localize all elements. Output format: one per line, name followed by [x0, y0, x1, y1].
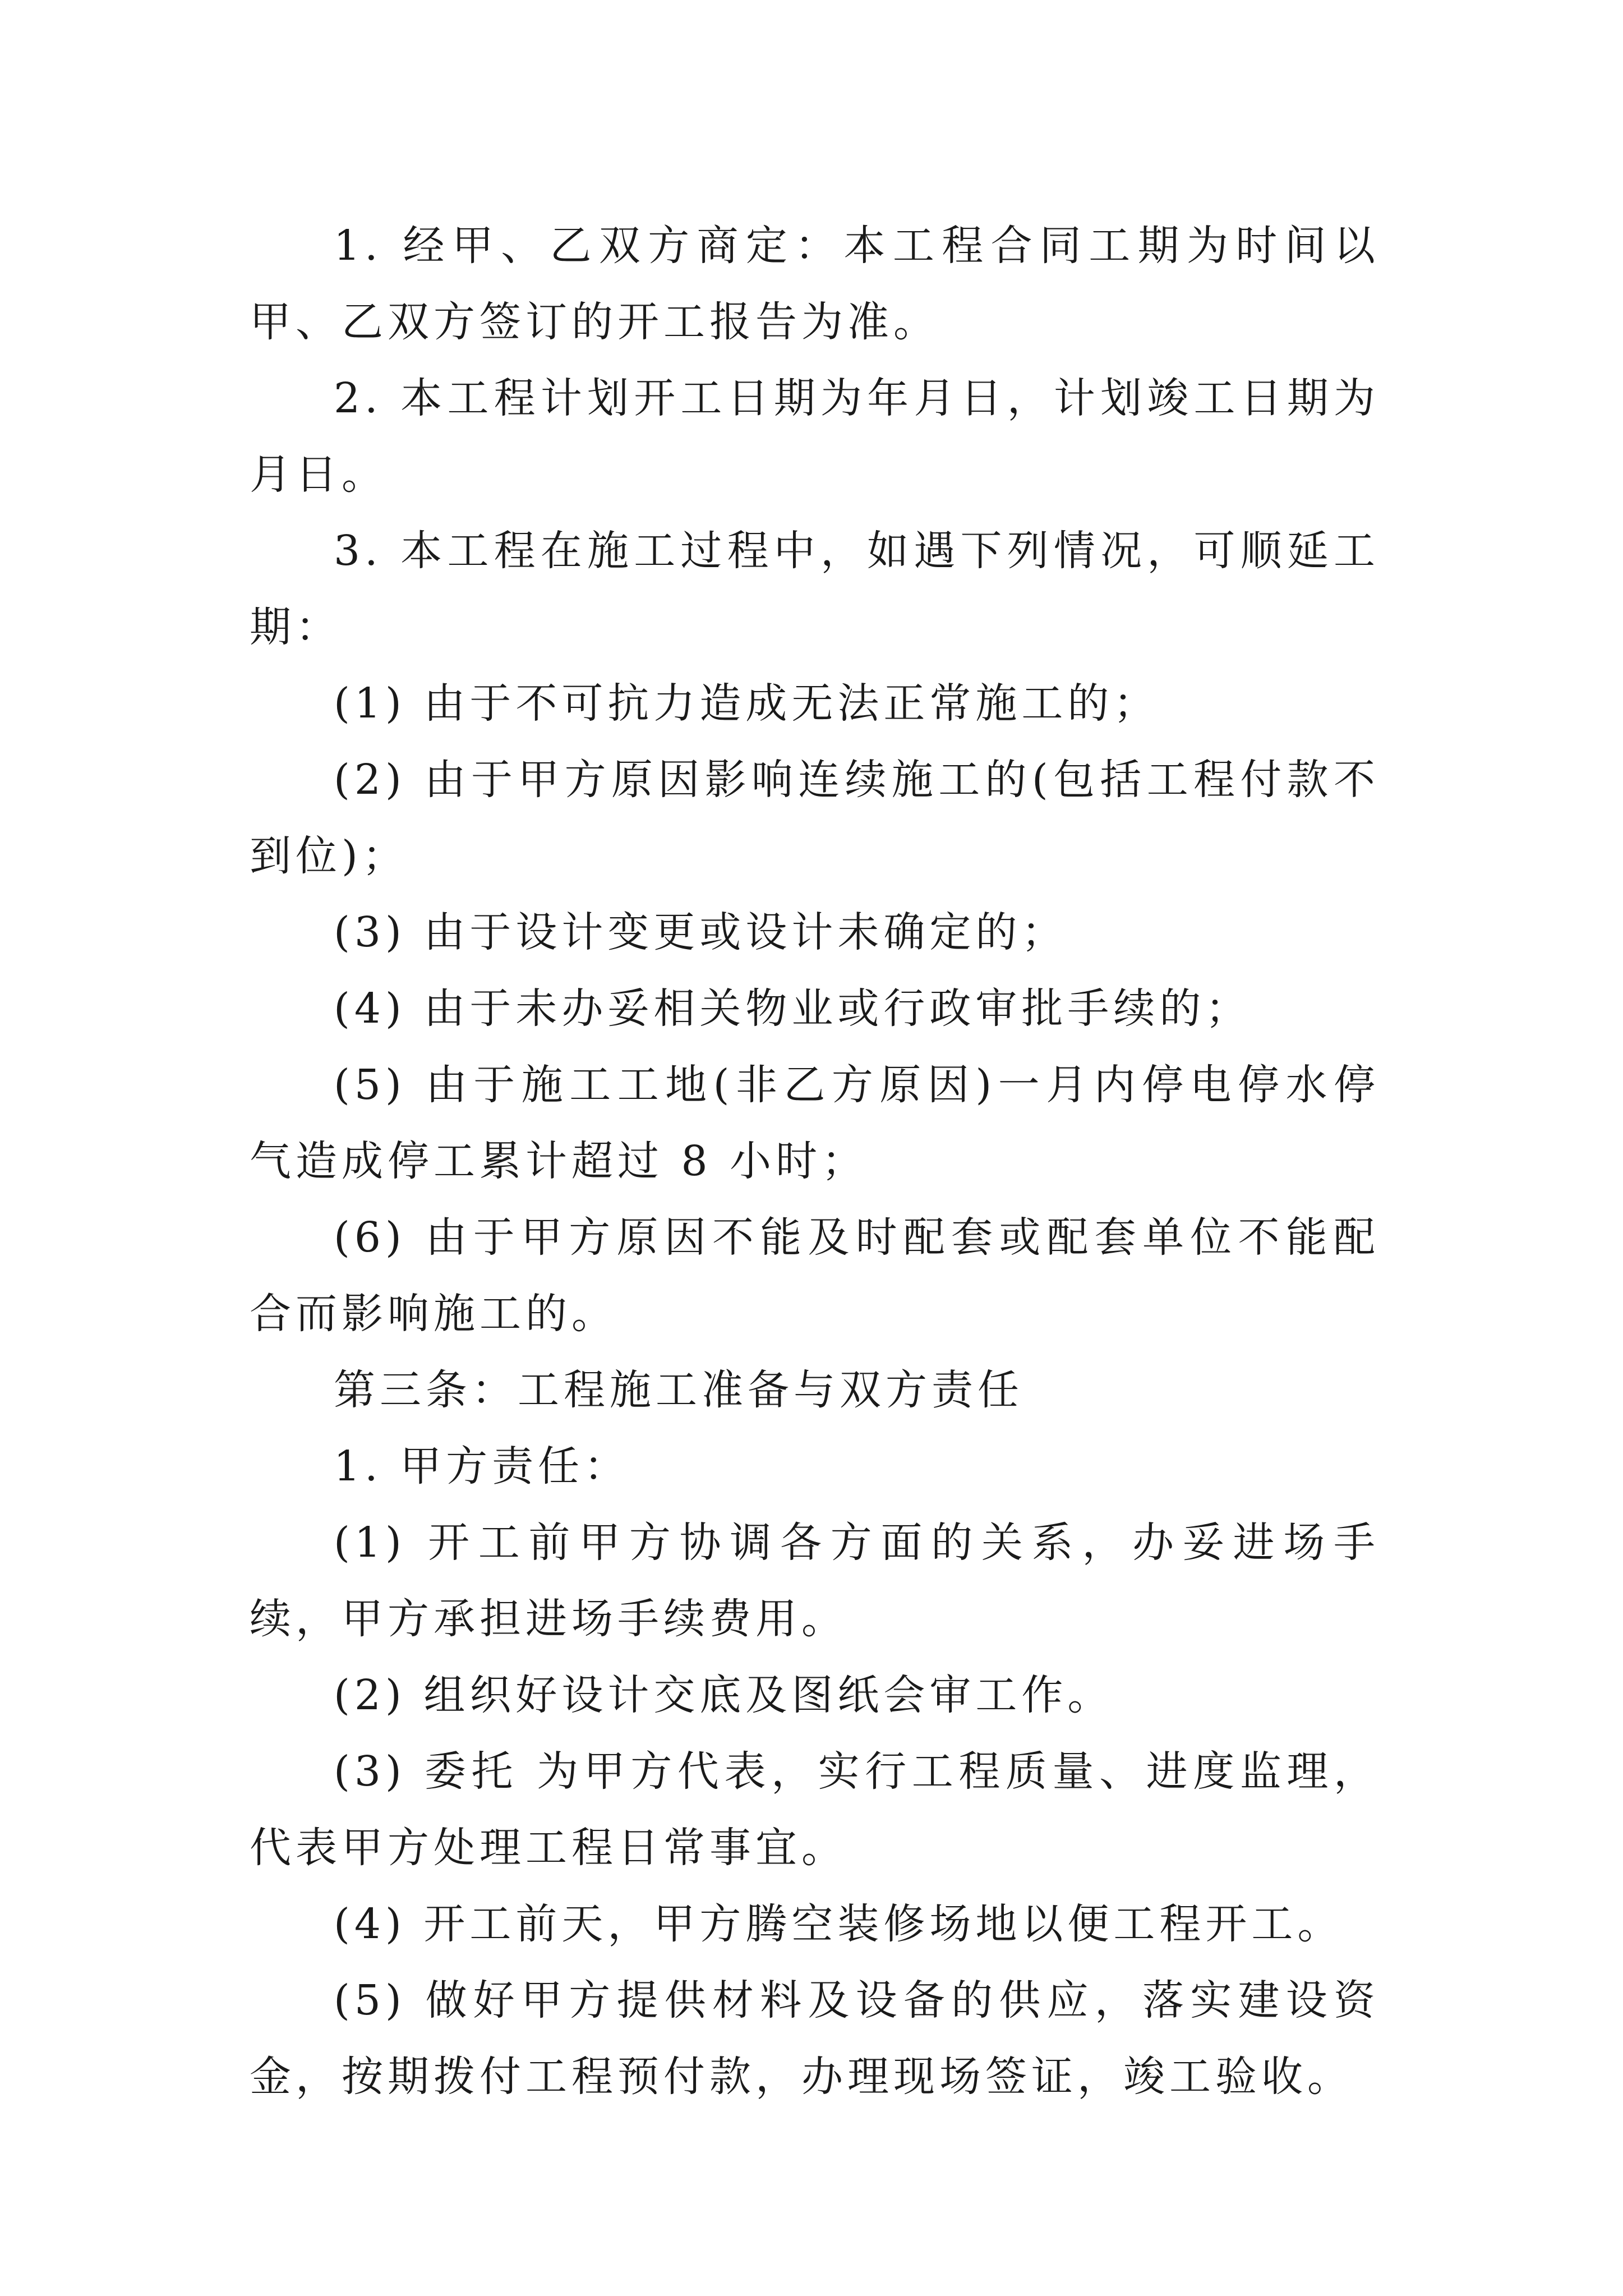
- paragraph-16: (5) 做好甲方提供材料及设备的供应，落实建设资金，按期拨付工程预付款，办理现场签证，竣工验收。: [250, 1976, 1380, 2101]
- section-heading: 第三条：工程施工准备与双方责任: [334, 1366, 1023, 1414]
- paragraph-8: (5) 由于施工工地(非乙方原因)一月内停电停水停气造成停工累计超过 8 小时；: [250, 1061, 1380, 1185]
- document-body: [250, 208, 1380, 2115]
- paragraph-3: 3. 本工程在施工过程中，如遇下列情况，可顺延工期：: [250, 527, 1380, 651]
- paragraph-9: (6) 由于甲方原因不能及时配套或配套单位不能配合而影响施工的。: [250, 1213, 1380, 1338]
- paragraph-11: 1. 甲方责任：: [334, 1442, 630, 1490]
- paragraph-2: 2. 本工程计划开工日期为年月日，计划竣工日期为 月日。: [250, 374, 1380, 499]
- paragraph-7: (4) 由于未办妥相关物业或行政审批手续的；: [334, 984, 1252, 1033]
- paragraph-1: 1. 经甲、乙双方商定：本工程合同工期为时间以甲、乙双方签订的开工报告为准。: [250, 222, 1380, 346]
- paragraph-12: (1) 开工前甲方协调各方面的关系，办妥进场手续，甲方承担进场手续费用。: [250, 1519, 1380, 1643]
- paragraph-13: (2) 组织好设计交底及图纸会审工作。: [334, 1671, 1114, 1719]
- paragraph-6: (3) 由于设计变更或设计未确定的；: [334, 908, 1068, 956]
- paragraph-14: (3) 委托 为甲方代表，实行工程质量、进度监理，代表甲方处理工程日常事宜。: [250, 1747, 1380, 1872]
- paragraph-15: (4) 开工前天，甲方腾空装修场地以便工程开工。: [334, 1900, 1344, 1948]
- paragraph-4: (1) 由于不可抗力造成无法正常施工的；: [334, 679, 1160, 728]
- paragraph-5: (2) 由于甲方原因影响连续施工的(包括工程付款不到位)；: [250, 756, 1380, 880]
